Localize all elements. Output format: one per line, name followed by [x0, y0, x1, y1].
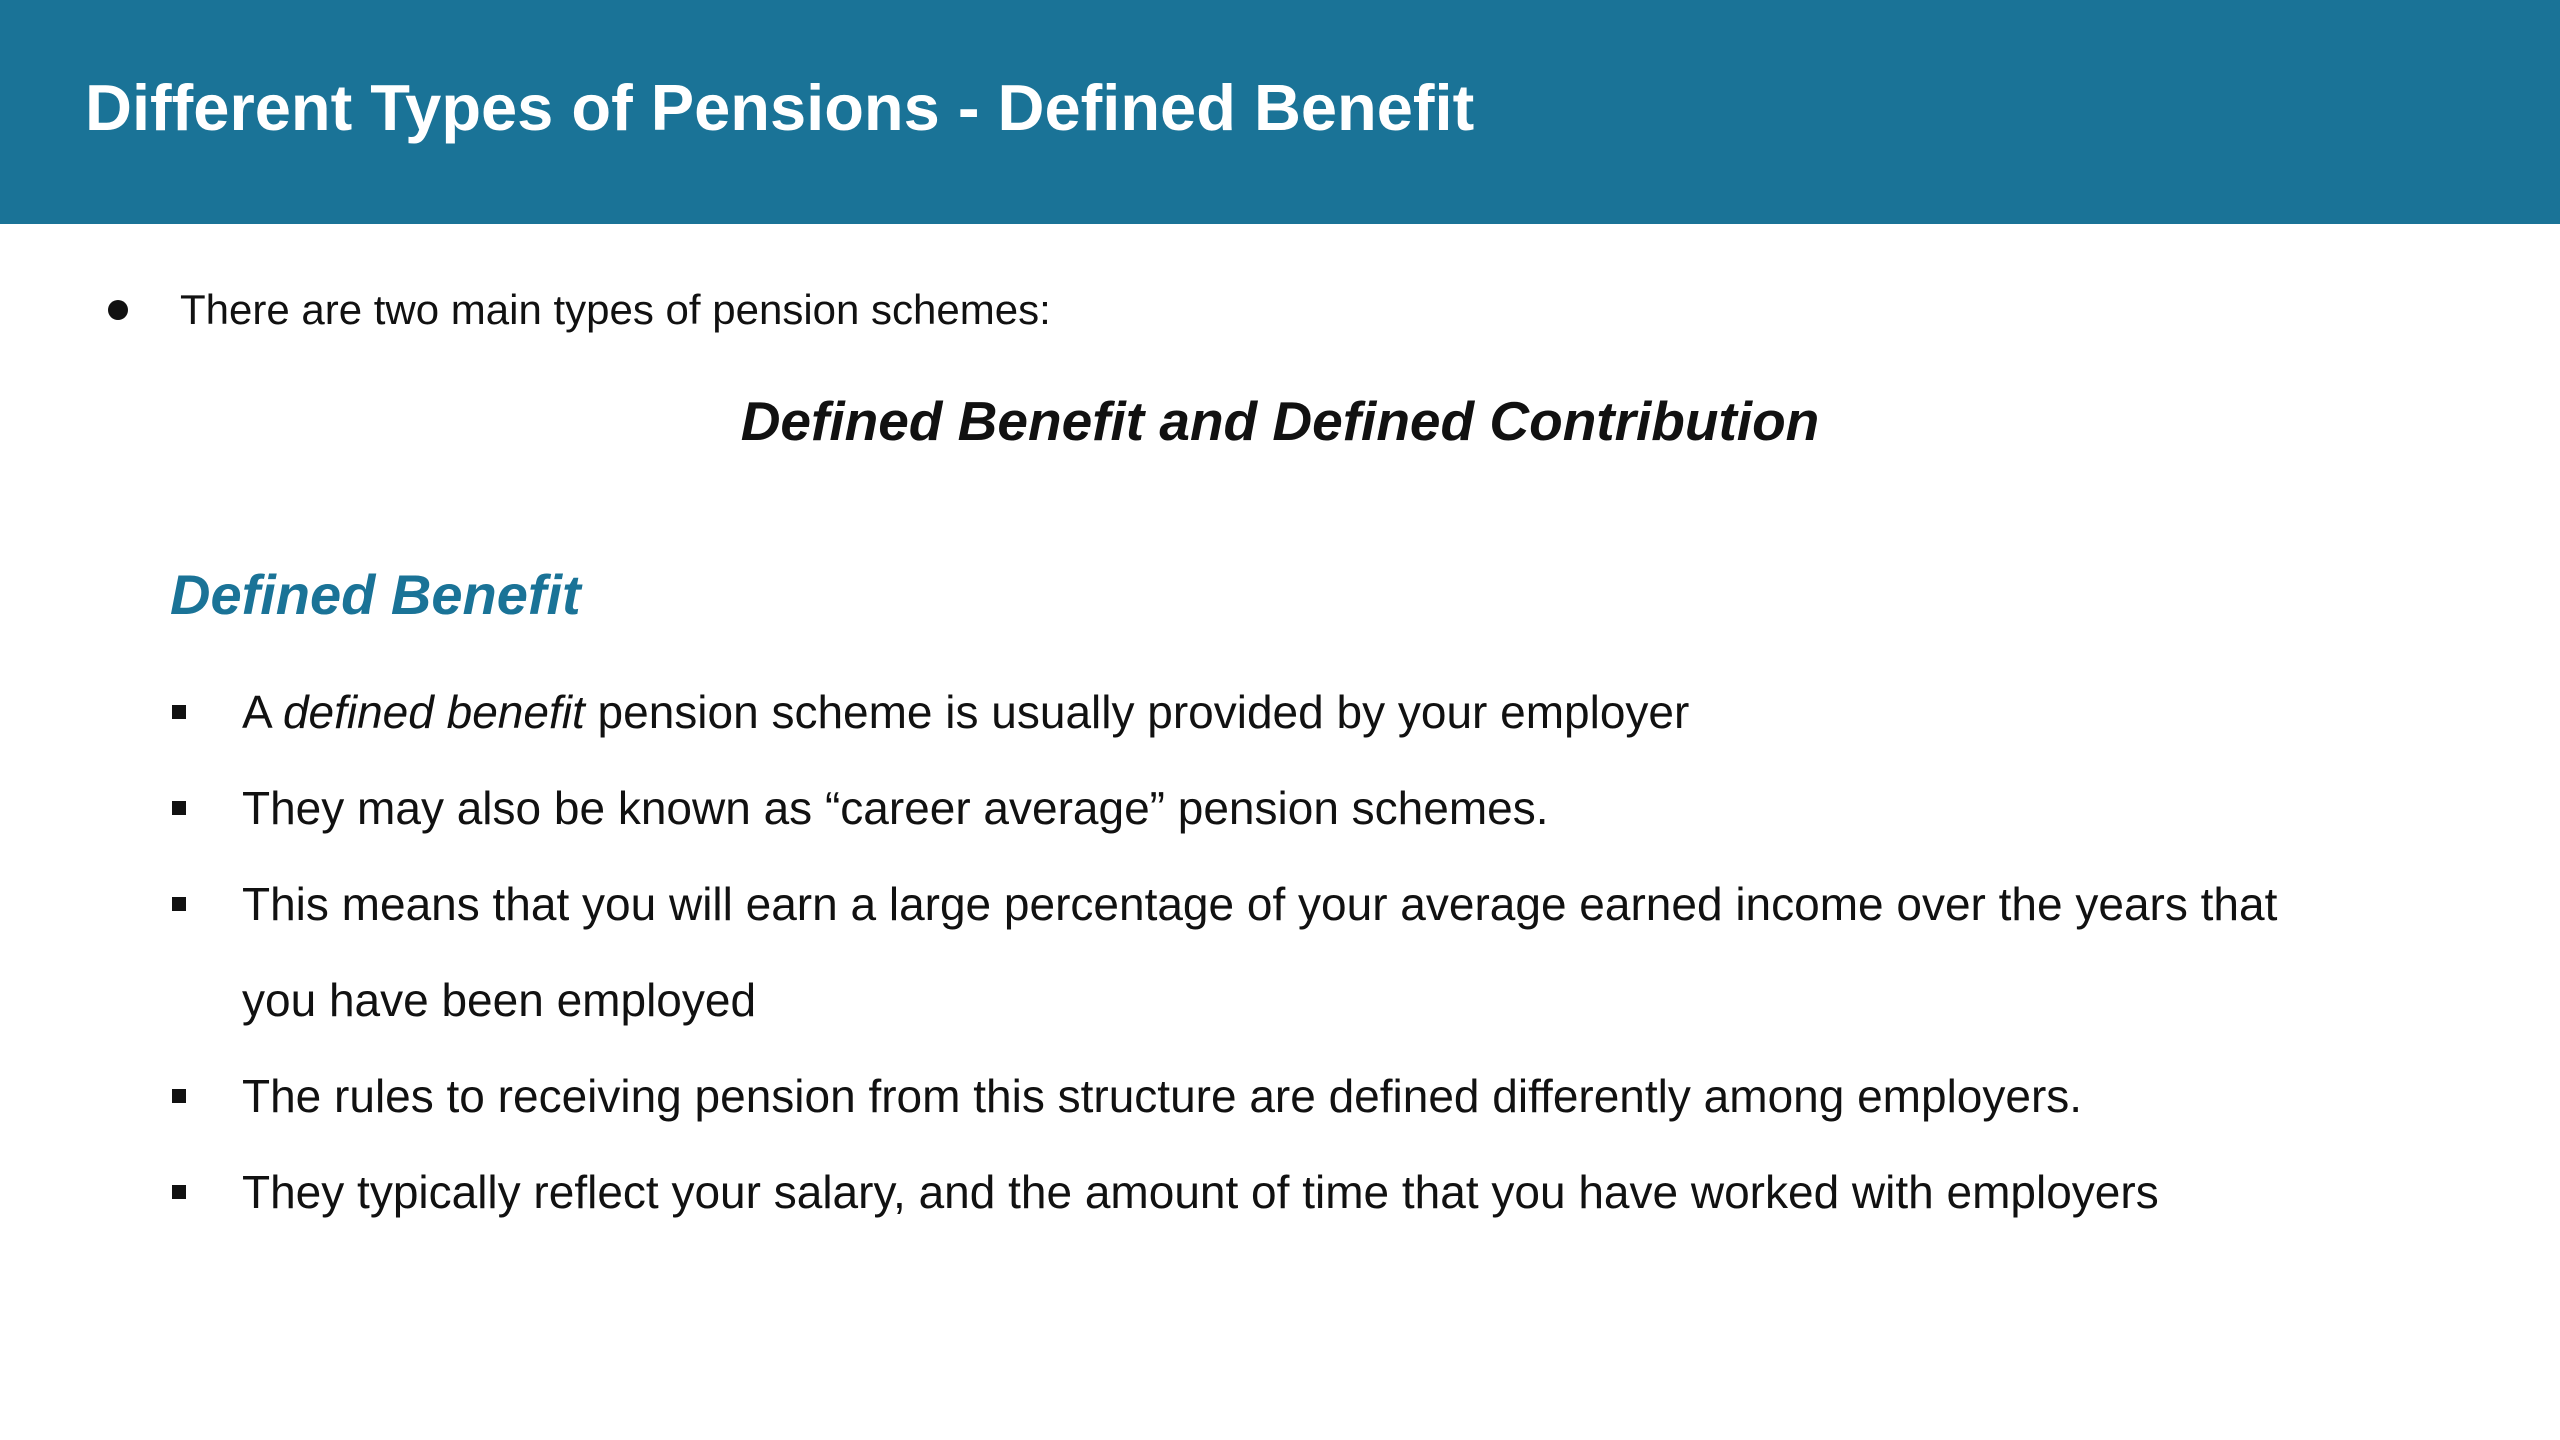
bullet-list [172, 664, 2472, 1240]
square-bullet-icon [172, 1185, 186, 1199]
section-heading: Defined Benefit [170, 563, 581, 626]
bullet-text-emphasis: defined benefit [282, 686, 585, 738]
bullet-text: They may also be known as “career average” pension schemes. [242, 782, 1549, 834]
round-bullet-icon [108, 300, 128, 320]
list-item [172, 1048, 2472, 1144]
bullet-text-line-2: you have been employed [242, 974, 757, 1026]
square-bullet-icon [172, 897, 186, 911]
list-item [172, 664, 2472, 760]
list-item [172, 1144, 2472, 1240]
bullet-text: They typically reflect your salary, and the amount of time that you have worked with employers [242, 1166, 2159, 1218]
square-bullet-icon [172, 801, 186, 815]
bullet-text-line-1: This means that you will earn a large percentage of your average earned income over the years that [242, 878, 2278, 930]
page-title: Different Types of Pensions - Defined Benefit [85, 71, 1475, 144]
bullet-text-suffix: pension scheme is usually provided by your employer [584, 686, 1690, 738]
square-bullet-icon [172, 705, 186, 719]
intro-text: There are two main types of pension schemes: [180, 286, 1051, 333]
bullet-text-prefix: A [242, 686, 283, 738]
intro-bullet [108, 280, 1051, 340]
list-item [172, 760, 2472, 856]
list-item [172, 856, 2472, 1048]
bullet-text: The rules to receiving pension from this structure are defined differently among employers. [242, 1070, 2083, 1122]
square-bullet-icon [172, 1089, 186, 1103]
subtitle: Defined Benefit and Defined Contribution [740, 390, 1820, 452]
header-bar [0, 0, 2560, 224]
